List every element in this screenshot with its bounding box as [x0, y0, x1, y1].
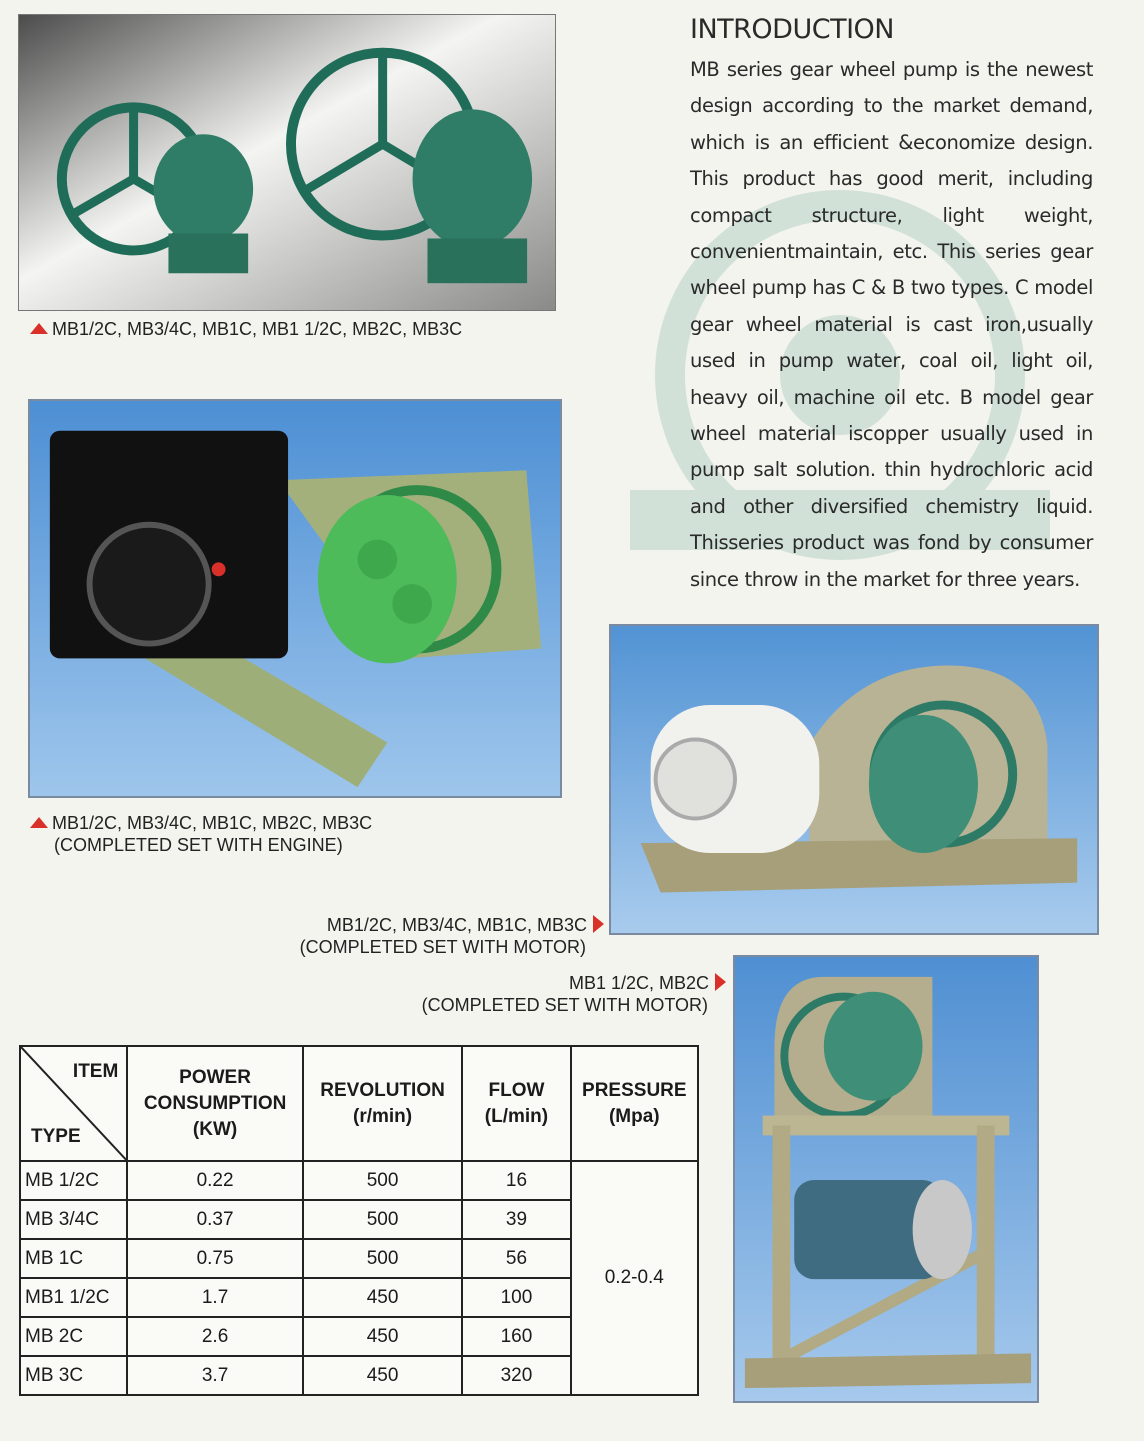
header-power: POWER CONSUMPTION (KW): [127, 1046, 303, 1161]
header-flow: FLOW (L/min): [462, 1046, 570, 1161]
triangle-up-icon: [30, 817, 48, 828]
photo-motor-set-1: [609, 624, 1099, 935]
table-row: MB 1C 0.75 500 56: [20, 1239, 698, 1278]
header-type-label: TYPE: [31, 1126, 81, 1147]
triangle-right-icon: [715, 973, 726, 991]
header-pressure: PRESSURE (Mpa): [571, 1046, 698, 1161]
intro-text: MB series gear wheel pump is the newest design according to the market demand, which is an efficient &economize design. This product has good merit, including compact structure, light weight, convenientmaintain, etc. This series gear wheel pump has C & B two types. C model gear wheel material is cast iron,usually used in pump water, coal oil, light oil, heavy oil, machine oil etc. B model gear wheel material iscopper usually used in pump salt solution. thin hydrochloric acid and other diversified chemistry liquid. Thisseries product was fond by consumer since throw in the market for three years.: [690, 58, 1093, 591]
table-row: MB 3/4C 0.37 500 39: [20, 1200, 698, 1239]
caption-engine-set: MB1/2C, MB3/4C, MB1C, MB2C, MB3C (COMPLETED SET WITH ENGINE): [30, 812, 372, 856]
photo-motor-set-2: [733, 955, 1039, 1403]
caption-motor-set-1: MB1/2C, MB3/4C, MB1C, MB3C (COMPLETED SET WITH MOTOR): [262, 914, 604, 958]
table-row: MB1 1/2C 1.7 450 100: [20, 1278, 698, 1317]
pressure-value: 0.2-0.4: [571, 1161, 698, 1395]
spec-table: [19, 1045, 699, 1396]
table-header-row: [20, 1046, 698, 1161]
photo-engine-set: [28, 399, 562, 798]
header-item-type: [20, 1046, 127, 1161]
header-revolution: REVOLUTION (r/min): [303, 1046, 462, 1161]
intro-title: INTRODUCTION: [690, 14, 894, 45]
triangle-up-icon: [30, 323, 48, 334]
header-item-label: ITEM: [72, 1061, 119, 1082]
photo-gear-pumps: [18, 14, 556, 311]
triangle-right-icon: [593, 915, 604, 933]
table-row: MB 2C 2.6 450 160: [20, 1317, 698, 1356]
caption-pumps: MB1/2C, MB3/4C, MB1C, MB1 1/2C, MB2C, MB3C: [30, 318, 462, 340]
caption-motor-set-2: MB1 1/2C, MB2C (COMPLETED SET WITH MOTOR): [384, 972, 726, 1016]
table-row: MB 3C 3.7 450 320: [20, 1356, 698, 1395]
table-row: MB 1/2C 0.22 500 16 0.2-0.4: [20, 1161, 698, 1200]
